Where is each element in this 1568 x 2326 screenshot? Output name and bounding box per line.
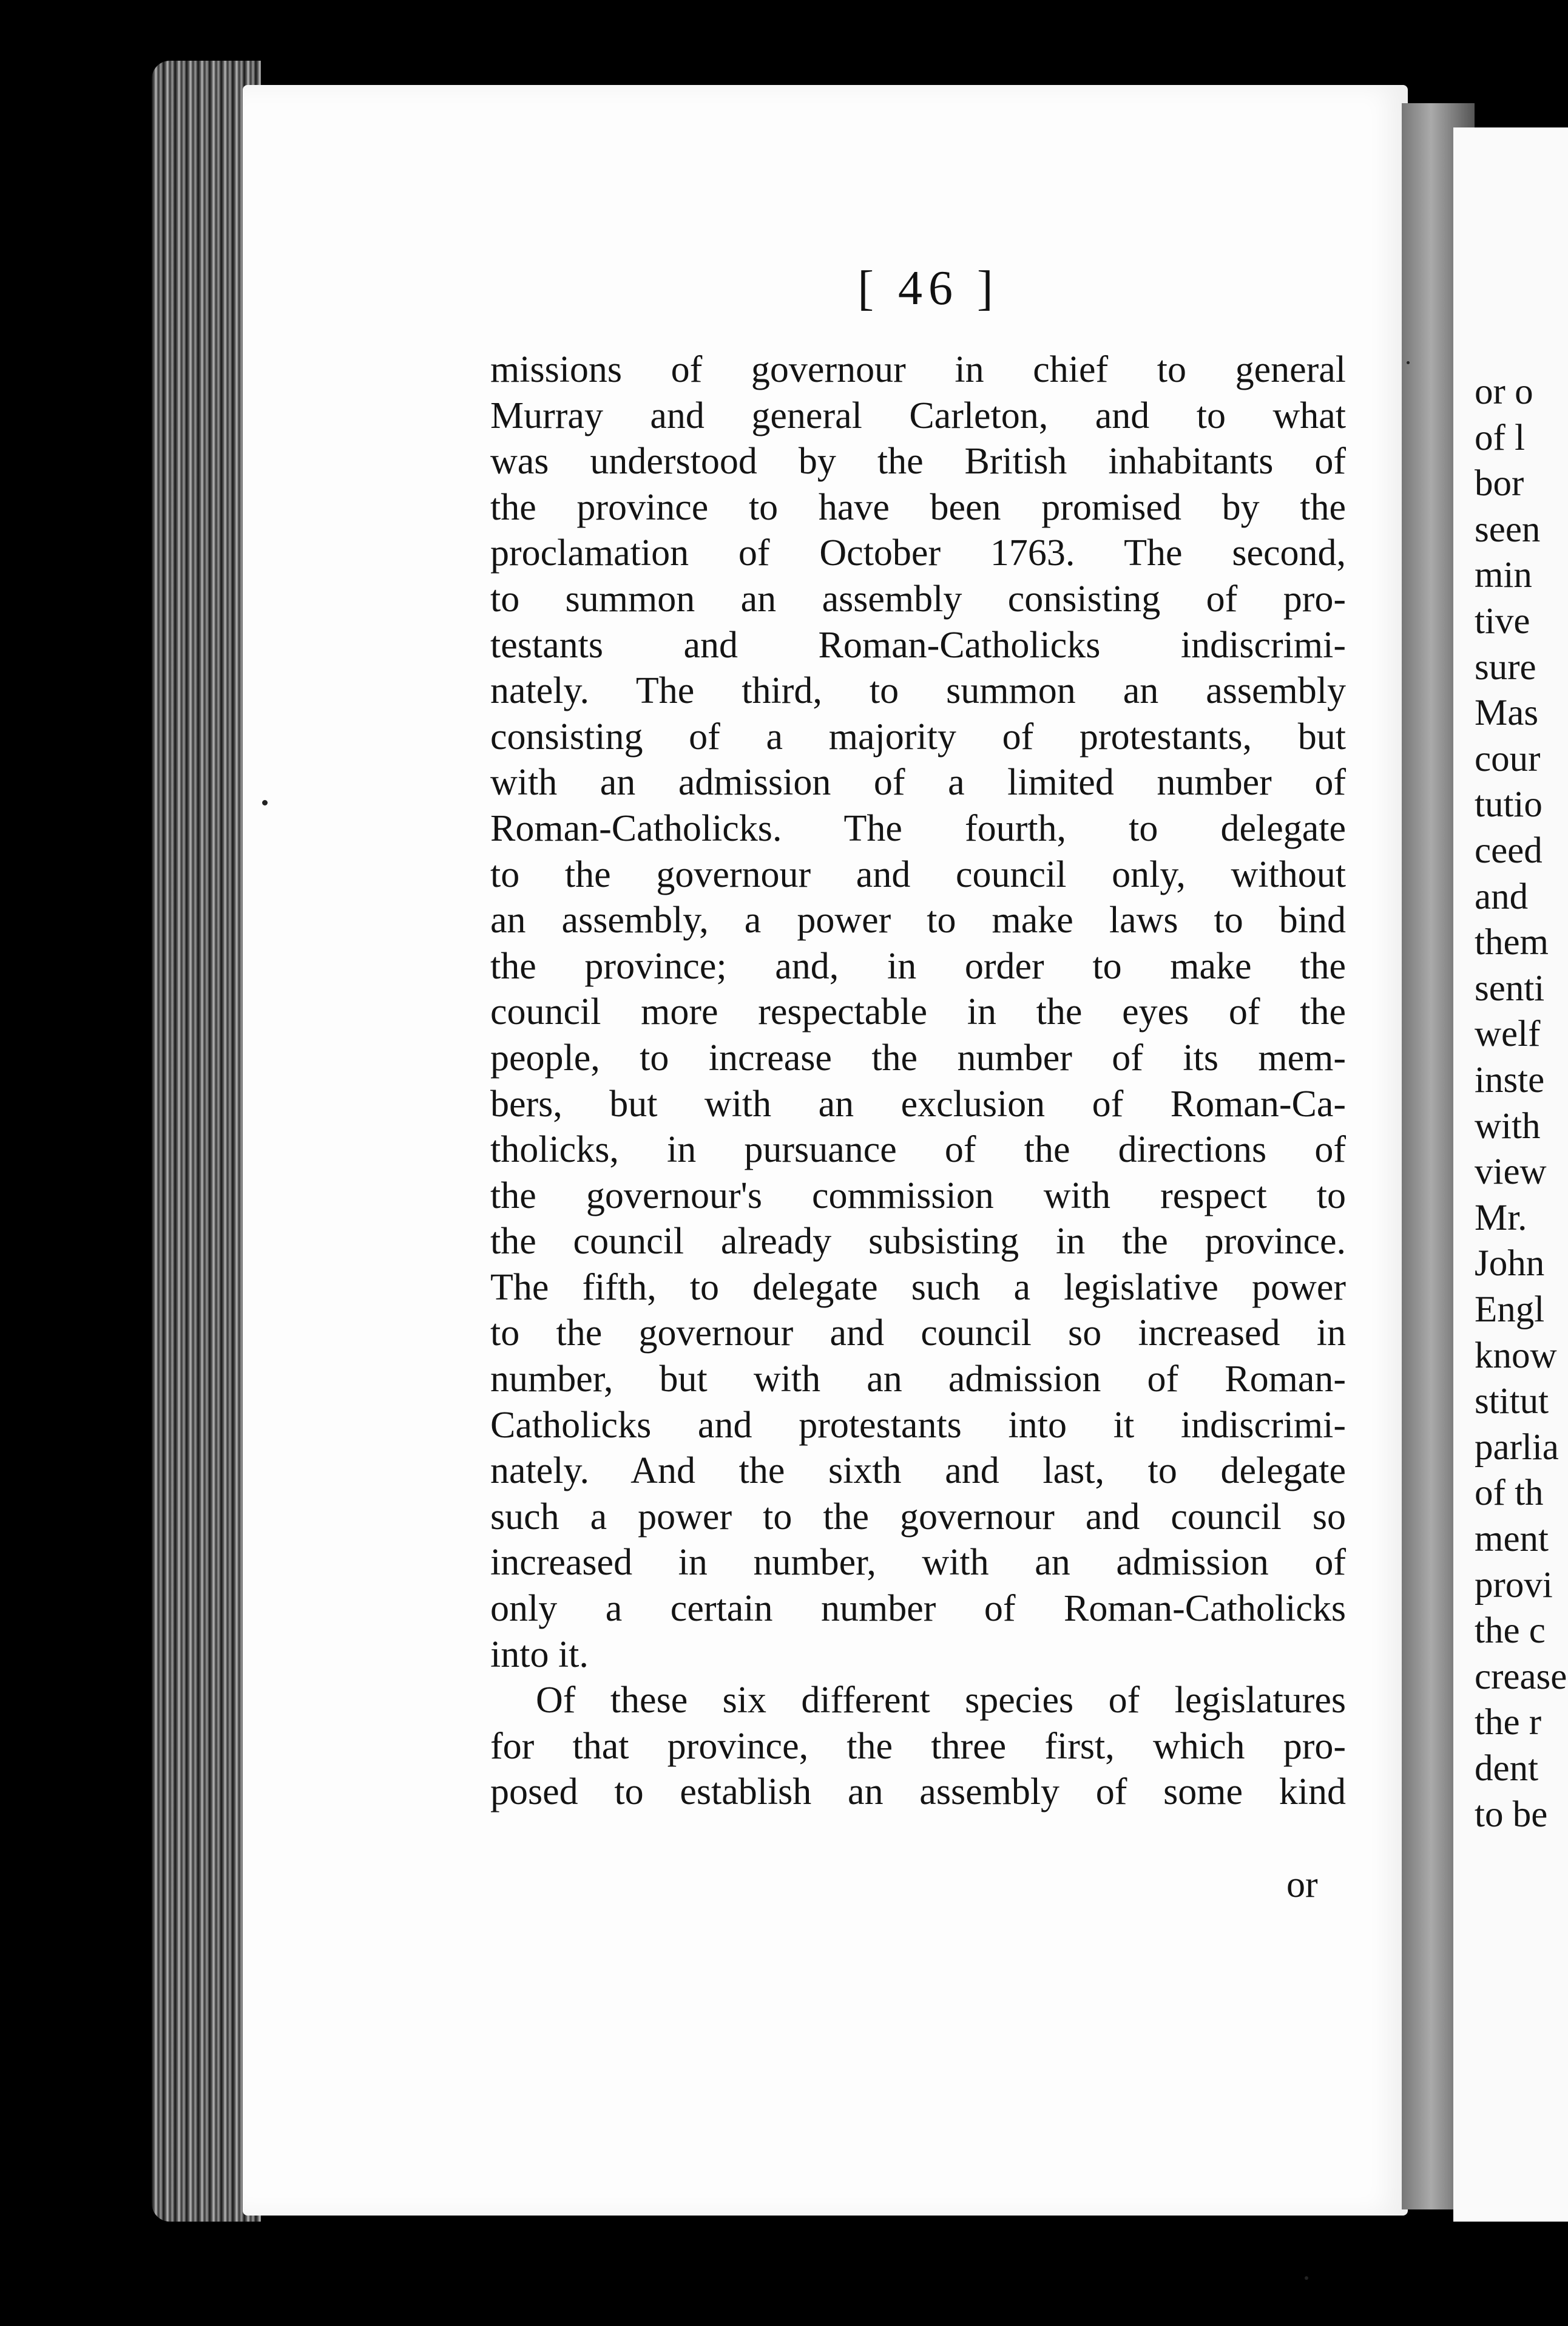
catchword: or bbox=[1286, 1864, 1318, 1905]
facing-page-line: Mr. bbox=[1475, 1197, 1527, 1238]
text-line: testants and Roman-Catholicks indiscrimi- bbox=[490, 624, 1346, 666]
facing-page-line: of th bbox=[1475, 1473, 1544, 1514]
facing-page-line: the r bbox=[1475, 1702, 1542, 1743]
facing-page-line: senti bbox=[1475, 968, 1545, 1009]
facing-page bbox=[1453, 127, 1568, 2222]
ink-speck bbox=[262, 800, 268, 805]
facing-page-line: know bbox=[1475, 1335, 1557, 1376]
facing-page-line: ceed bbox=[1475, 830, 1543, 871]
facing-page-line: ment bbox=[1475, 1519, 1549, 1559]
text-line: to the governour and council so increased in bbox=[490, 1312, 1346, 1354]
text-line: an assembly, a power to make laws to bind bbox=[490, 900, 1346, 941]
facing-page-line: tutio bbox=[1475, 784, 1543, 826]
facing-page-line: dent bbox=[1475, 1748, 1539, 1789]
text-line: to the governour and council only, without bbox=[490, 853, 1346, 895]
facing-page-line: view bbox=[1475, 1151, 1547, 1193]
facing-page-line: Engl bbox=[1475, 1289, 1545, 1330]
text-line: The fifth, to delegate such a legislative power bbox=[490, 1266, 1346, 1308]
text-line: tholicks, in pursuance of the directions of bbox=[490, 1129, 1346, 1171]
text-line: was understood by the British inhabitants of bbox=[490, 441, 1346, 483]
facing-page-line: inste bbox=[1475, 1060, 1545, 1100]
facing-page-line: tive bbox=[1475, 601, 1530, 642]
text-line: Catholicks and protestants into it indiscrimi- bbox=[490, 1404, 1346, 1446]
facing-page-line: provi bbox=[1475, 1564, 1553, 1605]
facing-page-line: parlia bbox=[1475, 1426, 1559, 1468]
text-line: consisting of a majority of protestants, but bbox=[490, 716, 1346, 758]
text-line: bers, but with an exclusion of Roman-Ca- bbox=[490, 1083, 1346, 1125]
text-line: the province to have been promised by the bbox=[490, 486, 1346, 528]
facing-page-line: crease bbox=[1475, 1656, 1567, 1697]
text-line: increased in number, with an admission of bbox=[490, 1542, 1346, 1584]
facing-page-line: of l bbox=[1475, 417, 1526, 458]
ink-speck bbox=[1305, 2276, 1308, 2280]
text-line: people, to increase the number of its mem- bbox=[490, 1037, 1346, 1079]
facing-page-line: the c bbox=[1475, 1610, 1546, 1652]
facing-page-line: welf bbox=[1475, 1014, 1541, 1055]
text-line: such a power to the governour and council so bbox=[490, 1496, 1346, 1538]
facing-page-line: John bbox=[1475, 1243, 1545, 1284]
ink-speck bbox=[1407, 361, 1410, 364]
text-line: number, but with an admission of Roman- bbox=[490, 1358, 1346, 1400]
facing-page-line: or o bbox=[1475, 371, 1533, 412]
text-line: nately. And the sixth and last, to delegate bbox=[490, 1450, 1346, 1492]
facing-page-line: min bbox=[1475, 555, 1532, 596]
text-line: for that province, the three first, which pro- bbox=[490, 1725, 1346, 1767]
page-number-header: [ 46 ] bbox=[857, 262, 999, 315]
text-line: council more respectable in the eyes of the bbox=[490, 991, 1346, 1033]
facing-page-line: cour bbox=[1475, 738, 1541, 779]
text-line: proclamation of October 1763. The second, bbox=[490, 532, 1346, 574]
text-line: the council already subsisting in the province. bbox=[490, 1221, 1346, 1263]
text-line: Roman-Catholicks. The fourth, to delegate bbox=[490, 807, 1346, 849]
text-line: the province; and, in order to make the bbox=[490, 945, 1346, 987]
text-line: the governour's commission with respect to bbox=[490, 1175, 1346, 1216]
facing-page-line: and bbox=[1475, 876, 1529, 917]
text-line: missions of governour in chief to general bbox=[490, 349, 1346, 390]
text-line: posed to establish an assembly of some kind bbox=[490, 1771, 1346, 1813]
text-line: to summon an assembly consisting of pro- bbox=[490, 578, 1346, 620]
facing-page-line: Mas bbox=[1475, 693, 1539, 734]
text-line: only a certain number of Roman-Catholicks bbox=[490, 1588, 1346, 1630]
text-line: nately. The third, to summon an assembly bbox=[490, 670, 1346, 712]
facing-page-line: them bbox=[1475, 922, 1549, 963]
text-line: with an admission of a limited number of bbox=[490, 762, 1346, 804]
body-text bbox=[490, 347, 1346, 1816]
text-line: Of these six different species of legislatures bbox=[536, 1680, 1346, 1721]
facing-page-line: stitut bbox=[1475, 1381, 1549, 1422]
text-line: Murray and general Carleton, and to what bbox=[490, 395, 1346, 436]
facing-page-line: to be bbox=[1475, 1794, 1548, 1835]
text-line: into it. bbox=[490, 1633, 589, 1675]
facing-page-line: with bbox=[1475, 1105, 1541, 1147]
facing-page-line: seen bbox=[1475, 509, 1541, 550]
facing-page-line: sure bbox=[1475, 646, 1536, 688]
facing-page-line: bor bbox=[1475, 463, 1524, 504]
